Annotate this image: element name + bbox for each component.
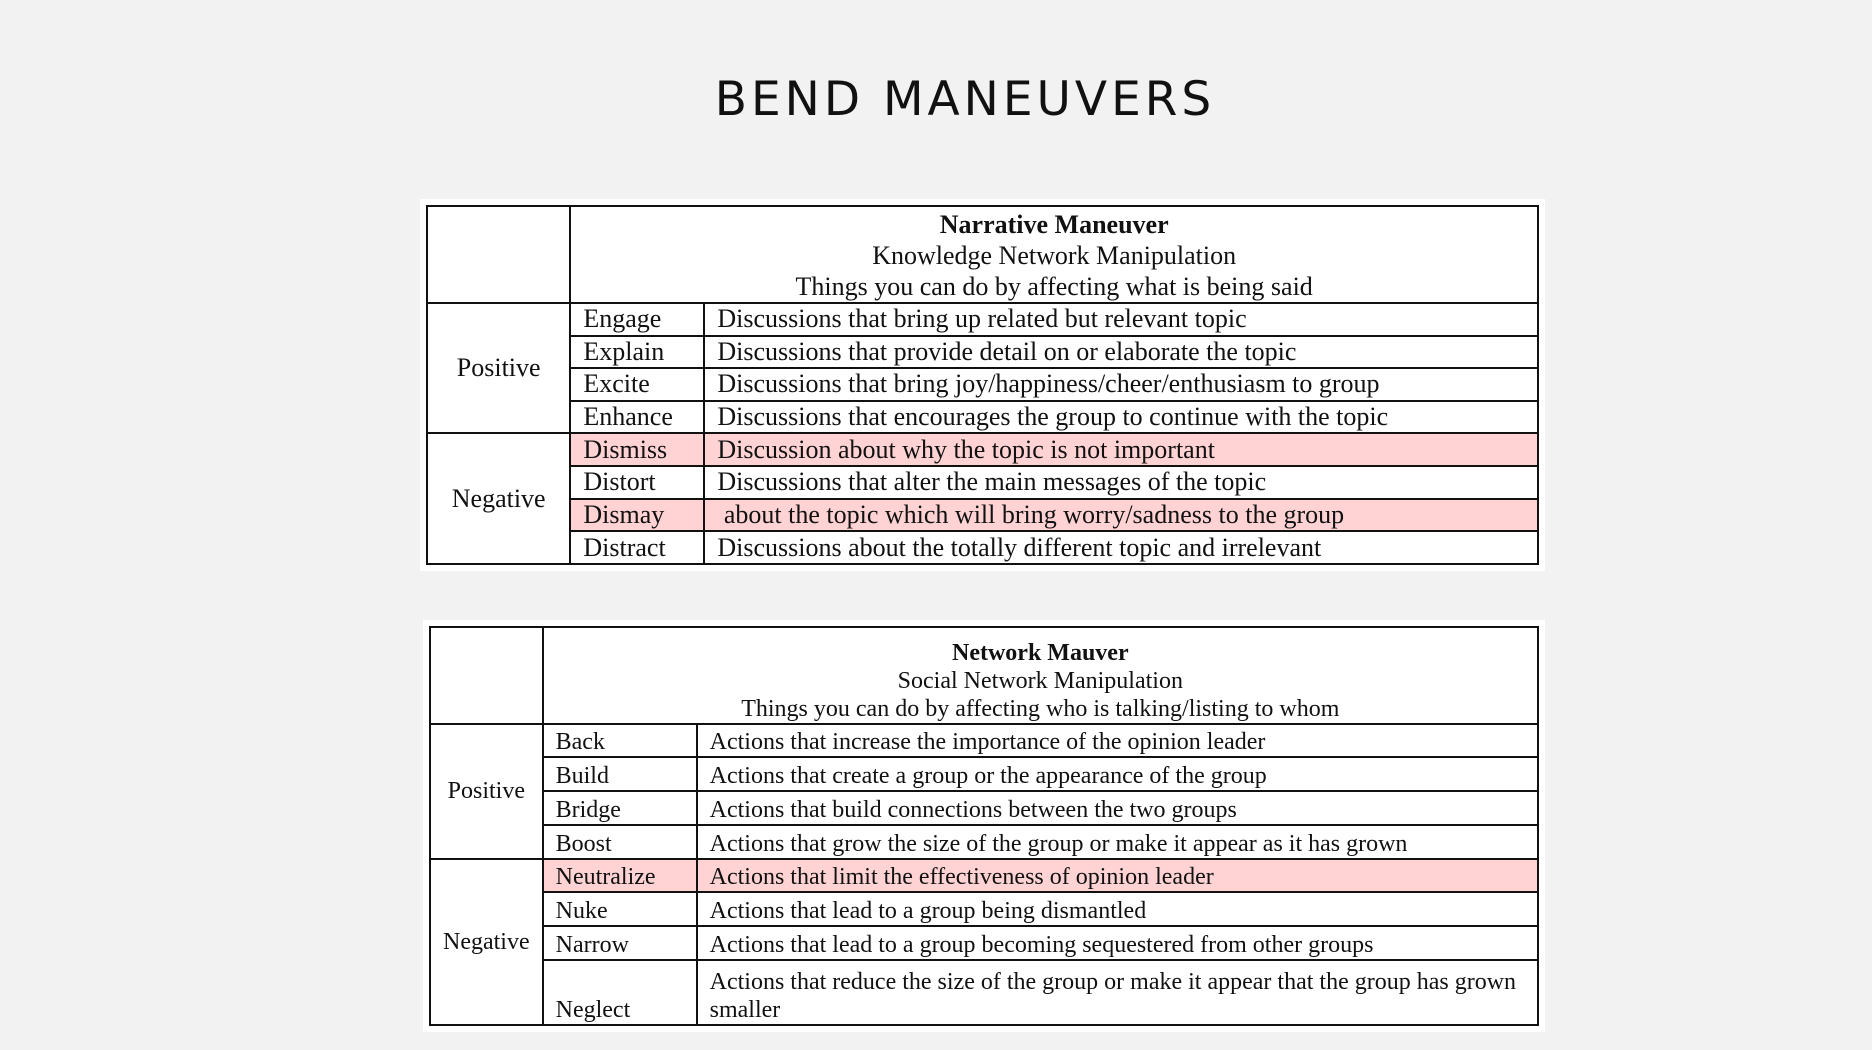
narrative-maneuver-table [420, 199, 1545, 571]
maneuver-description: Actions that limit the effectiveness of opinion leader [697, 859, 1538, 893]
table-caption: Things you can do by affecting what is being said [795, 271, 1313, 301]
table-row [427, 303, 1538, 336]
maneuver-name: Excite [570, 368, 704, 401]
table-row [430, 724, 1538, 758]
maneuver-name: Back [543, 724, 697, 758]
maneuver-name: Nuke [543, 892, 697, 926]
table-subtitle: Social Network Manipulation [897, 667, 1183, 694]
maneuver-name: Neutralize [543, 859, 697, 893]
table-row [430, 892, 1538, 926]
maneuver-description: Actions that lead to a group being dismantled [697, 892, 1538, 926]
table-row [430, 960, 1538, 1025]
maneuver-name: Dismay [570, 499, 704, 532]
maneuver-name: Neglect [543, 960, 697, 1025]
maneuver-description: Actions that increase the importance of the opinion leader [697, 724, 1538, 758]
negative-group-label: Negative [430, 859, 543, 1025]
table-header-row [430, 627, 1538, 724]
table-row [427, 531, 1538, 564]
table-row [427, 368, 1538, 401]
maneuver-description: Discussions that bring up related but relevant topic [704, 303, 1538, 336]
negative-group-label: Negative [427, 433, 570, 564]
header-cell [570, 206, 1538, 303]
positive-group-label: Positive [427, 303, 570, 434]
maneuver-name: Narrow [543, 926, 697, 960]
table-title: Network Mauver [952, 639, 1129, 666]
maneuver-description: Actions that lead to a group becoming sequestered from other groups [697, 926, 1538, 960]
table-row [430, 791, 1538, 825]
slide-title: BEND MANEUVERS [714, 72, 1216, 127]
highlighted-table-row [430, 859, 1538, 893]
table-row [430, 825, 1538, 859]
maneuver-name: Boost [543, 825, 697, 859]
highlighted-table-row [427, 499, 1538, 532]
maneuver-name: Dismiss [570, 433, 704, 466]
table-header-row [427, 206, 1538, 303]
table-row [427, 466, 1538, 499]
maneuver-description: Actions that build connections between the two groups [697, 791, 1538, 825]
maneuver-name: Distract [570, 531, 704, 564]
network-maneuver-table [423, 620, 1545, 1032]
table-row [430, 926, 1538, 960]
table-caption: Things you can do by affecting who is talking/listing to whom [741, 695, 1340, 722]
maneuver-name: Enhance [570, 401, 704, 434]
table-subtitle: Knowledge Network Manipulation [872, 240, 1237, 270]
maneuver-description: Discussions that alter the main messages of the topic [704, 466, 1538, 499]
maneuver-name: Bridge [543, 791, 697, 825]
table-row [427, 336, 1538, 369]
maneuver-name: Distort [570, 466, 704, 499]
header-empty-cell [427, 206, 570, 303]
maneuver-description: Discussion about why the topic is not important [704, 433, 1538, 466]
maneuver-name: Build [543, 757, 697, 791]
maneuver-description: Actions that reduce the size of the group or make it appear that the group has grown smaller [697, 960, 1538, 1025]
highlighted-table-row [427, 433, 1538, 466]
maneuver-description: about the topic which will bring worry/sadness to the group [704, 499, 1538, 532]
maneuver-description: Discussions that bring joy/happiness/cheer/enthusiasm to group [704, 368, 1538, 401]
table-row [430, 757, 1538, 791]
table-title: Narrative Maneuver [939, 209, 1169, 239]
table-row [427, 401, 1538, 434]
maneuver-description: Discussions that provide detail on or elaborate the topic [704, 336, 1538, 369]
maneuver-description: Discussions about the totally different topic and irrelevant [704, 531, 1538, 564]
positive-group-label: Positive [430, 724, 543, 859]
maneuver-name: Engage [570, 303, 704, 336]
maneuver-description: Discussions that encourages the group to continue with the topic [704, 401, 1538, 434]
header-empty-cell [430, 627, 543, 724]
maneuver-description: Actions that create a group or the appearance of the group [697, 757, 1538, 791]
maneuver-description: Actions that grow the size of the group or make it appear as it has grown [697, 825, 1538, 859]
header-cell [543, 627, 1538, 724]
maneuver-name: Explain [570, 336, 704, 369]
